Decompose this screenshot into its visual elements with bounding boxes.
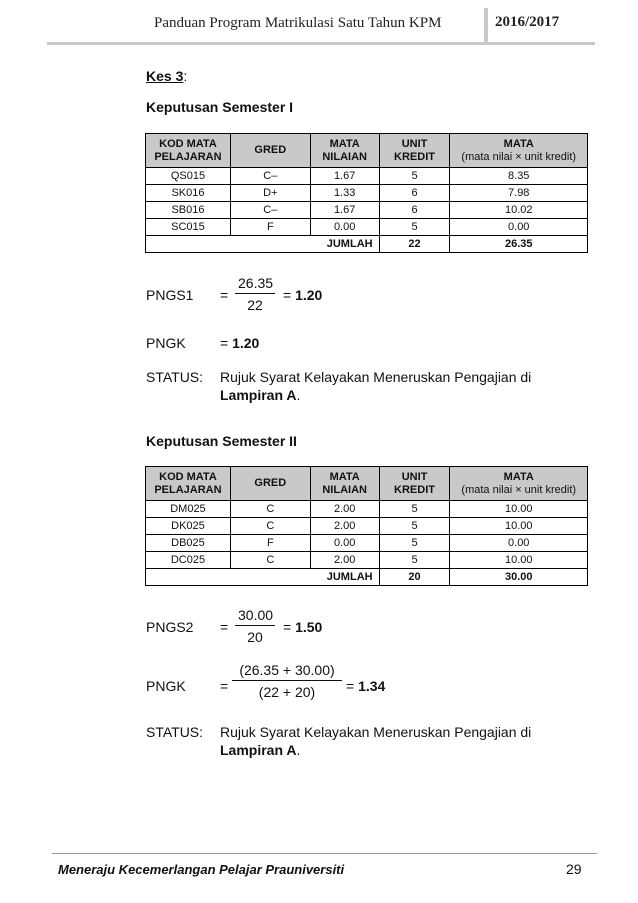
pngs1-equals: = (220, 287, 229, 303)
cell-nilaian: 1.67 (310, 202, 379, 219)
pngk2-label: PNGK (146, 678, 186, 694)
sem2-title: Keputusan Semester II (146, 433, 297, 449)
pngk2-denominator: (22 + 20) (232, 680, 342, 700)
pngk2-equals: = (220, 678, 229, 694)
sem1-table (145, 133, 588, 253)
status1-label: STATUS: (146, 369, 204, 385)
total-unit: 22 (379, 236, 450, 253)
col-gred: GRED (230, 467, 310, 501)
cell-unit: 6 (379, 185, 450, 202)
cell-unit: 5 (379, 518, 450, 535)
cell-kod: SK016 (146, 185, 231, 202)
cell-unit: 5 (379, 552, 450, 569)
page-header (0, 0, 638, 50)
cell-unit: 5 (379, 168, 450, 185)
cell-mata: 0.00 (450, 219, 588, 236)
col-mata: MATA (mata nilai × unit kredit) (450, 134, 588, 168)
header-title: Panduan Program Matrikulasi Satu Tahun KPM (154, 15, 442, 31)
cell-mata: 10.02 (450, 202, 588, 219)
pngs1-result: = 1.20 (283, 287, 323, 303)
footer-rule (52, 853, 597, 854)
cell-nilaian: 1.33 (310, 185, 379, 202)
col-mata: MATA (mata nilai × unit kredit) (450, 467, 588, 501)
table-header-row (146, 467, 588, 501)
cell-mata: 10.00 (450, 518, 588, 535)
pngk2-result: = 1.34 (346, 678, 386, 694)
cell-kod: SC015 (146, 219, 231, 236)
cell-gred: D+ (230, 185, 310, 202)
col-nilaian: MATA NILAIAN (310, 134, 379, 168)
status2-link: Lampiran A (220, 742, 297, 758)
cell-gred: C (230, 518, 310, 535)
cell-gred: F (230, 219, 310, 236)
cell-kod: QS015 (146, 168, 231, 185)
cell-mata: 0.00 (450, 535, 588, 552)
cell-nilaian: 2.00 (310, 501, 379, 518)
total-label: JUMLAH (146, 569, 380, 586)
page-number: 29 (566, 861, 582, 877)
total-mata: 26.35 (450, 236, 588, 253)
table-total-row (146, 569, 588, 586)
cell-gred: C (230, 552, 310, 569)
cell-nilaian: 1.67 (310, 168, 379, 185)
cell-mata: 8.35 (450, 168, 588, 185)
cell-gred: C– (230, 202, 310, 219)
pngk1-label: PNGK (146, 335, 186, 351)
cell-kod: DC025 (146, 552, 231, 569)
cell-kod: SB016 (146, 202, 231, 219)
status1-link: Lampiran A (220, 387, 297, 403)
cell-mata: 7.98 (450, 185, 588, 202)
cell-gred: F (230, 535, 310, 552)
cell-nilaian: 2.00 (310, 518, 379, 535)
pngs1-denominator: 22 (235, 293, 275, 313)
table-header-row (146, 134, 588, 168)
pngs2-fraction (235, 607, 275, 645)
status2-label: STATUS: (146, 724, 204, 740)
cell-nilaian: 0.00 (310, 535, 379, 552)
table-row (146, 518, 588, 535)
pngs1-fraction (235, 275, 275, 313)
col-kod: KOD MATA PELAJARAN (146, 134, 231, 168)
footer-text: Meneraju Kecemerlangan Pelajar Prauniversiti (58, 862, 345, 877)
case-heading (146, 68, 187, 84)
cell-unit: 5 (379, 501, 450, 518)
status2-ref: Lampiran A. (220, 742, 301, 758)
cell-kod: DK025 (146, 518, 231, 535)
cell-gred: C (230, 501, 310, 518)
cell-kod: DM025 (146, 501, 231, 518)
pngs2-equals: = (220, 619, 229, 635)
pngs2-numerator: 30.00 (238, 607, 274, 623)
cell-mata: 10.00 (450, 501, 588, 518)
col-kod: KOD MATA PELAJARAN (146, 467, 231, 501)
cell-kod: DB025 (146, 535, 231, 552)
col-gred: GRED (230, 134, 310, 168)
pngk2-fraction (232, 662, 342, 700)
status1-ref: Lampiran A. (220, 387, 301, 403)
col-nilaian: MATA NILAIAN (310, 467, 379, 501)
sem1-title: Keputusan Semester I (146, 99, 294, 115)
status2-text: Rujuk Syarat Kelayakan Meneruskan Pengajian di (220, 724, 532, 740)
pngs1-numerator: 26.35 (238, 275, 274, 291)
table-row (146, 168, 588, 185)
header-separator (484, 8, 488, 44)
pngk1-value: = 1.20 (220, 335, 260, 351)
cell-unit: 6 (379, 202, 450, 219)
col-unit: UNIT KREDIT (379, 134, 450, 168)
cell-mata: 10.00 (450, 552, 588, 569)
case-label: Kes 3 (146, 68, 184, 84)
pngs2-result: = 1.50 (283, 619, 323, 635)
status1-text: Rujuk Syarat Kelayakan Meneruskan Pengajian di (220, 369, 532, 385)
table-row (146, 552, 588, 569)
pngs2-denominator: 20 (235, 625, 275, 645)
cell-gred: C– (230, 168, 310, 185)
table-row (146, 535, 588, 552)
total-unit: 20 (379, 569, 450, 586)
cell-nilaian: 0.00 (310, 219, 379, 236)
cell-unit: 5 (379, 219, 450, 236)
table-row (146, 501, 588, 518)
table-total-row (146, 236, 588, 253)
pngs1-label: PNGS1 (146, 287, 194, 303)
header-rule (47, 42, 595, 45)
cell-nilaian: 2.00 (310, 552, 379, 569)
pngs2-label: PNGS2 (146, 619, 194, 635)
col-unit: UNIT KREDIT (379, 467, 450, 501)
total-mata: 30.00 (450, 569, 588, 586)
case-colon: : (183, 68, 188, 84)
sem2-table (145, 466, 588, 586)
cell-unit: 5 (379, 535, 450, 552)
table-row (146, 219, 588, 236)
pngk2-numerator: (26.35 + 30.00) (239, 662, 335, 678)
total-label: JUMLAH (146, 236, 380, 253)
table-row (146, 185, 588, 202)
table-row (146, 202, 588, 219)
header-year: 2016/2017 (495, 14, 560, 30)
